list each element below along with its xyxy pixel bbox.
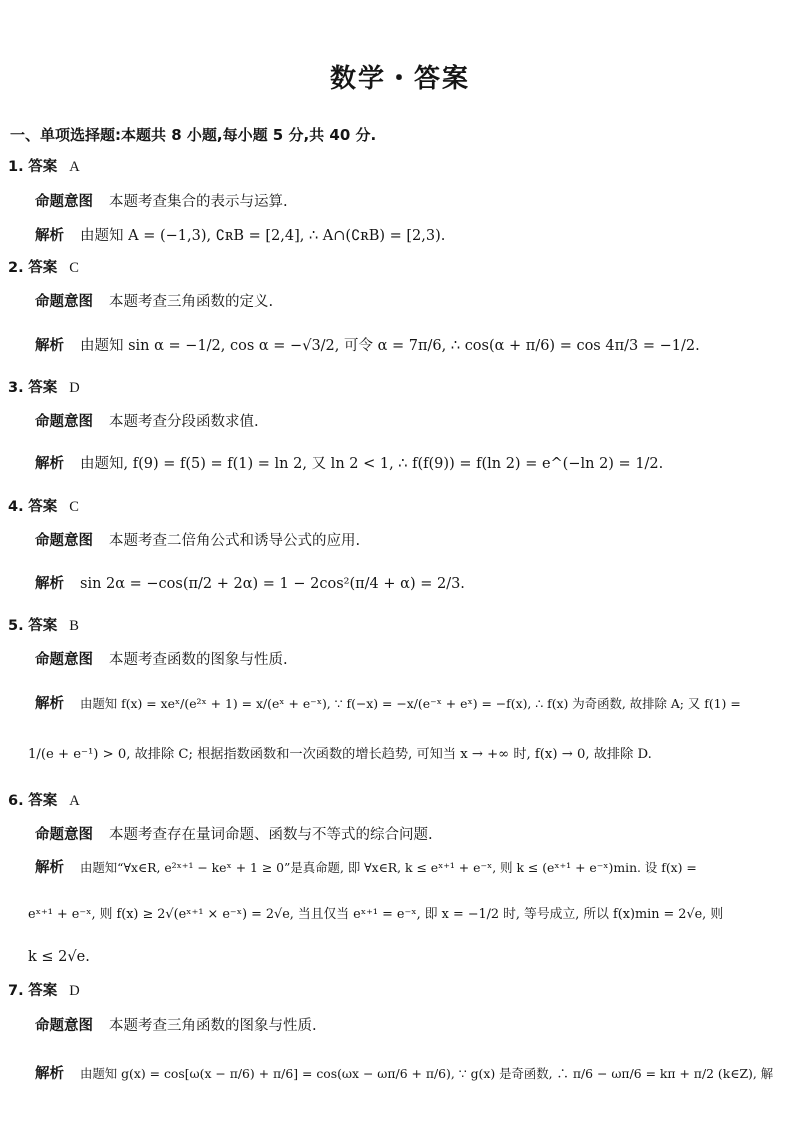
answer-label: 答案 bbox=[28, 793, 58, 809]
answer-label: 答案 bbox=[28, 260, 58, 276]
question-6-intent bbox=[35, 825, 433, 845]
analysis-text: 由题知 sin α = −1/2, cos α = −√3/2, 可令 α = 7π/6, ∴ cos(α + π/6) = cos 4π/3 = −1/2. bbox=[80, 338, 700, 354]
intent-label: 命题意图 bbox=[35, 1018, 93, 1034]
question-5-intent bbox=[35, 650, 288, 670]
question-4-analysis bbox=[35, 574, 465, 594]
analysis-label: 解析 bbox=[35, 860, 64, 876]
question-number: 1. bbox=[8, 159, 24, 175]
analysis-text: sin 2α = −cos(π/2 + 2α) = 1 − 2cos²(π/4 + α) = 2/3. bbox=[80, 576, 465, 592]
intent-text: 本题考查集合的表示与运算. bbox=[109, 194, 288, 210]
intent-label: 命题意图 bbox=[35, 294, 93, 310]
question-6-analysis-cont-2: k ≤ 2√e. bbox=[28, 949, 90, 965]
intent-label: 命题意图 bbox=[35, 194, 93, 210]
analysis-label: 解析 bbox=[35, 228, 64, 244]
answer-label: 答案 bbox=[28, 618, 58, 634]
question-3-analysis bbox=[35, 454, 663, 474]
answer-label: 答案 bbox=[28, 380, 58, 396]
question-4-intent bbox=[35, 531, 360, 551]
answer-label: 答案 bbox=[28, 499, 58, 515]
analysis-label: 解析 bbox=[35, 456, 64, 472]
analysis-label: 解析 bbox=[35, 1066, 64, 1082]
answer-value: A bbox=[69, 793, 80, 809]
question-1-answer bbox=[8, 157, 80, 177]
analysis-text: 由题知 f(x) = xeˣ/(e²ˣ + 1) = x/(eˣ + e⁻ˣ), ∵ f(−x) = −x/(e⁻ˣ + eˣ) = −f(x), ∴ f(x) 为奇函数, 故排除 A; 又 f(1) = bbox=[80, 696, 741, 711]
question-2-analysis bbox=[35, 336, 700, 356]
answer-value: B bbox=[69, 618, 79, 634]
section-heading: 一、单项选择题:本题共 8 小题,每小题 5 分,共 40 分. bbox=[10, 126, 377, 144]
intent-label: 命题意图 bbox=[35, 652, 93, 668]
question-3-answer bbox=[8, 378, 80, 398]
analysis-label: 解析 bbox=[35, 576, 64, 592]
question-number: 6. bbox=[8, 793, 24, 809]
analysis-label: 解析 bbox=[35, 338, 64, 354]
answer-label: 答案 bbox=[28, 159, 58, 175]
question-number: 2. bbox=[8, 260, 24, 276]
answer-value: A bbox=[69, 159, 80, 175]
question-5-answer bbox=[8, 616, 79, 636]
answer-value: D bbox=[69, 380, 80, 396]
answer-label: 答案 bbox=[28, 983, 58, 999]
analysis-label: 解析 bbox=[35, 696, 64, 712]
answer-value: C bbox=[69, 260, 79, 276]
question-1-intent bbox=[35, 192, 288, 212]
question-number: 4. bbox=[8, 499, 24, 515]
page-title: 数学・答案 bbox=[329, 64, 470, 94]
analysis-text: 由题知 g(x) = cos[ω(x − π/6) + π/6] = cos(ωx − ωπ/6 + π/6), ∵ g(x) 是奇函数, ∴ π/6 − ωπ/6 = kπ + π/2 (k∈Z), 解 bbox=[80, 1066, 774, 1081]
analysis-text: 由题知, f(9) = f(5) = f(1) = ln 2, 又 ln 2 < 1, ∴ f(f(9)) = f(ln 2) = e^(−ln 2) = 1/2. bbox=[80, 456, 664, 472]
intent-text: 本题考查函数的图象与性质. bbox=[109, 652, 288, 668]
question-4-answer bbox=[8, 497, 79, 517]
question-number: 7. bbox=[8, 983, 24, 999]
question-7-analysis bbox=[35, 1064, 773, 1084]
question-6-analysis bbox=[35, 858, 697, 878]
intent-text: 本题考查三角函数的定义. bbox=[109, 294, 274, 310]
question-6-answer bbox=[8, 791, 80, 811]
intent-text: 本题考查分段函数求值. bbox=[109, 414, 259, 430]
analysis-text: 由题知 A = (−1,3), ∁ʀB = [2,4], ∴ A∩(∁ʀB) = [2,3). bbox=[80, 228, 446, 244]
intent-text: 本题考查二倍角公式和诱导公式的应用. bbox=[109, 533, 361, 549]
question-3-intent bbox=[35, 412, 259, 432]
question-2-answer bbox=[8, 258, 79, 278]
question-5-analysis-cont: 1/(e + e⁻¹) > 0, 故排除 C; 根据指数函数和一次函数的增长趋势, 可知当 x → +∞ 时, f(x) → 0, 故排除 D. bbox=[28, 747, 652, 762]
intent-label: 命题意图 bbox=[35, 414, 93, 430]
intent-label: 命题意图 bbox=[35, 827, 93, 843]
question-6-analysis-cont-1: eˣ⁺¹ + e⁻ˣ, 则 f(x) ≥ 2√(eˣ⁺¹ × e⁻ˣ) = 2√e, 当且仅当 eˣ⁺¹ = e⁻ˣ, 即 x = −1/2 时, 等号成立, 所以 f(x)min = 2√e, 则 bbox=[28, 907, 724, 922]
question-7-intent bbox=[35, 1016, 317, 1036]
intent-text: 本题考查存在量词命题、函数与不等式的综合问题. bbox=[109, 827, 433, 843]
question-5-analysis bbox=[35, 694, 741, 714]
question-2-intent bbox=[35, 292, 273, 312]
answer-value: D bbox=[69, 983, 80, 999]
answer-value: C bbox=[69, 499, 79, 515]
intent-text: 本题考查三角函数的图象与性质. bbox=[109, 1018, 317, 1034]
question-number: 5. bbox=[8, 618, 24, 634]
question-1-analysis bbox=[35, 226, 445, 246]
question-number: 3. bbox=[8, 380, 24, 396]
analysis-text: 由题知“∀x∈R, e²ˣ⁺¹ − keˣ + 1 ≥ 0”是真命题, 即 ∀x∈R, k ≤ eˣ⁺¹ + e⁻ˣ, 则 k ≤ (eˣ⁺¹ + e⁻ˣ)min. 设 f(x) = bbox=[80, 860, 697, 875]
intent-label: 命题意图 bbox=[35, 533, 93, 549]
question-7-answer bbox=[8, 981, 80, 1001]
